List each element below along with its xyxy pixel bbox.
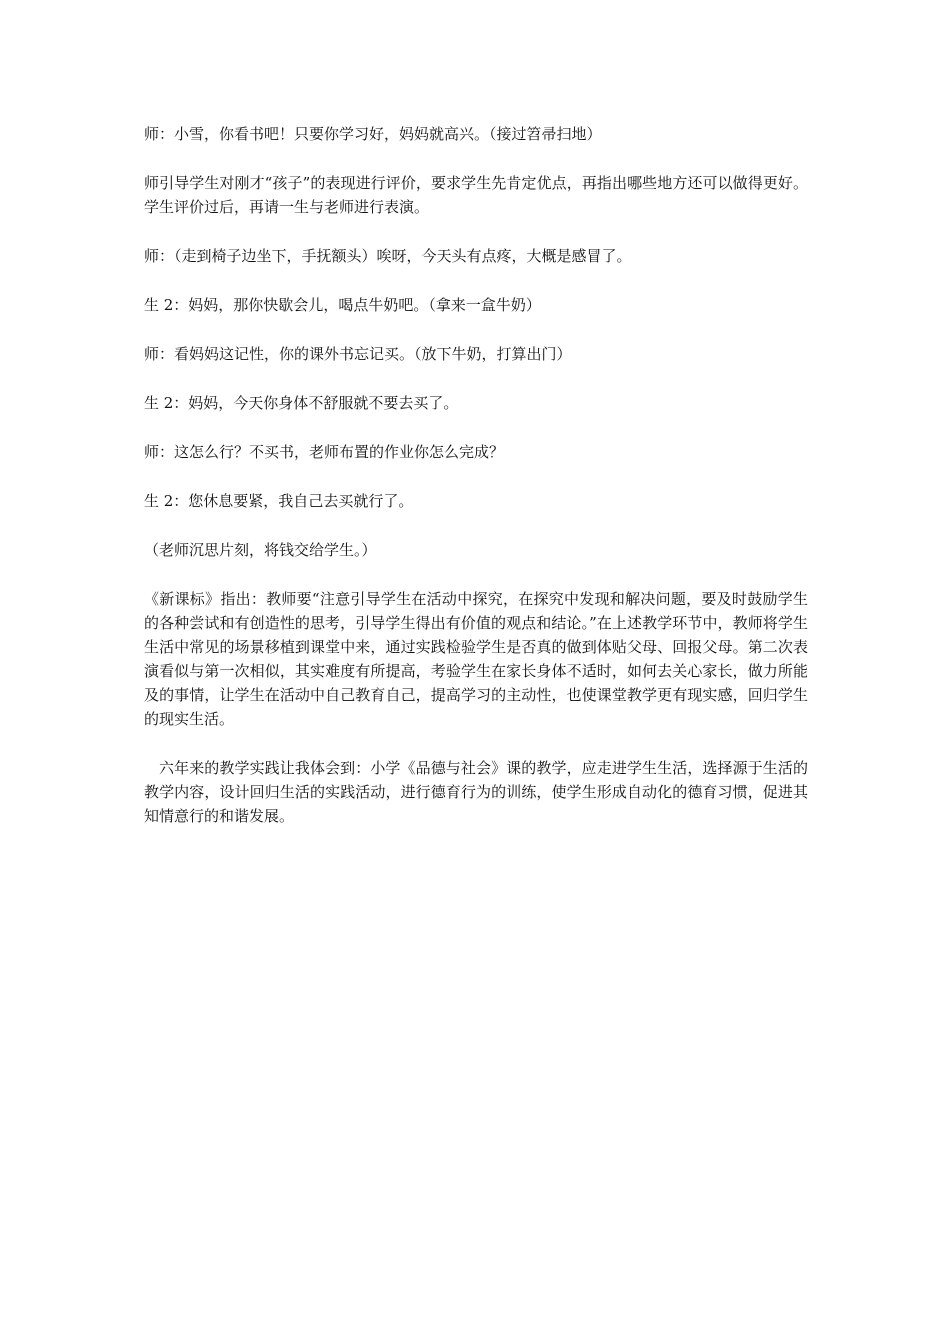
dialogue-teacher-book: 师：看妈妈这记性，你的课外书忘记买。（放下牛奶，打算出门） xyxy=(144,345,572,363)
instruction-paragraph: 师引导学生对刚才“孩子”的表现进行评价，要求学生先肯定优点，再指出哪些地方还可以做得更好。学生评价过后，再请一生与老师进行表演。 xyxy=(144,174,808,216)
dialogue-teacher-homework: 师：这怎么行？不买书，老师布置的作业你怎么完成？ xyxy=(144,443,505,461)
analysis-paragraph: 《新课标》指出：教师要“注意引导学生在活动中探究，在探究中发现和解决问题，要及时鼓励学生的各种尝试和有创造性的思考，引导学生得出有价值的观点和结论。”在上述教学环节中，教师将学生生活中常见的场景移植到课堂中来，通过实践检验学生是否真的做到体贴父母、回报父母。第二次表演看似与第一次相似，其实难度有所提高，考验学生在家长身体不适时，如何去关心家长，做力所能及的事情，让学生在活动中自己教育自己，提高学习的主动性，也使课堂教学更有现实感，回归学生的现实生活。 xyxy=(144,590,808,728)
stage-direction: （老师沉思片刻，将钱交给学生。） xyxy=(144,541,377,559)
dialogue-teacher-headache: 师：（走到椅子边坐下，手抚额头）唉呀，今天头有点疼，大概是感冒了。 xyxy=(144,247,632,265)
dialogue-student-milk: 生 2：妈妈，那你快歇会儿，喝点牛奶吧。（拿来一盒牛奶） xyxy=(144,296,541,314)
dialogue-student-buy: 生 2：您休息要紧，我自己去买就行了。 xyxy=(144,492,414,510)
dialogue-student-rest: 生 2：妈妈，今天你身体不舒服就不要去买了。 xyxy=(144,394,459,412)
conclusion-paragraph: 六年来的教学实践让我体会到：小学《品德与社会》课的教学，应走进学生生活，选择源于生活的教学内容，设计回归生活的实践活动，进行德育行为的训练，使学生形成自动化的德育习惯，促进其知情意行的和谐发展。 xyxy=(144,759,808,825)
dialogue-teacher-reading: 师：小雪，你看书吧！只要你学习好，妈妈就高兴。（接过笤帚扫地） xyxy=(144,125,602,143)
document-page xyxy=(144,122,808,828)
